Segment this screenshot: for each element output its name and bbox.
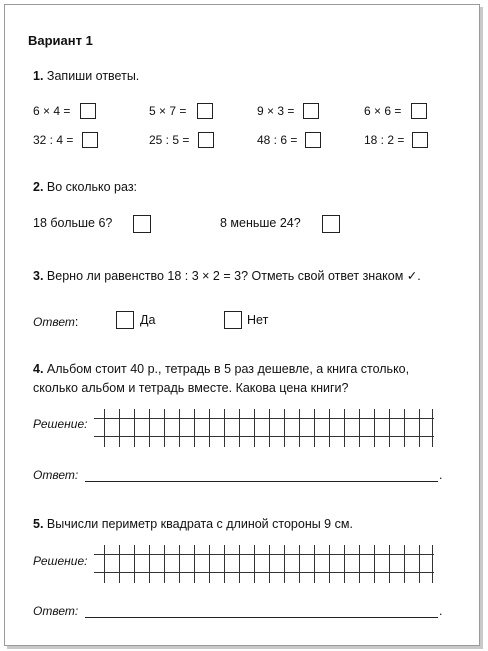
expr-48div6: 48 : 6 = xyxy=(257,133,298,147)
task-5-text: Вычисли периметр квадрата с длиной стороны 9 см. xyxy=(46,517,353,531)
answer-box-25div5[interactable] xyxy=(198,132,214,148)
task-4-answer-period: . xyxy=(439,468,443,482)
answer-box-18div2[interactable] xyxy=(412,132,428,148)
task-3-answer-colon: : xyxy=(74,315,79,329)
variant-title: Вариант 1 xyxy=(28,33,93,48)
checkbox-yes[interactable] xyxy=(116,311,134,329)
task-2-question-2: 8 меньше 24? xyxy=(220,216,301,230)
task-3-text: Верно ли равенство 18 : 3 × 2 = 3? Отметь свой ответ знаком ✓. xyxy=(46,269,421,283)
option-yes-label: Да xyxy=(140,313,156,327)
task-3-answer-label: Ответ xyxy=(33,315,75,329)
task-4-solution-grid[interactable] xyxy=(94,409,434,447)
task-2-text: Во сколько раз: xyxy=(46,180,138,194)
expr-6x4: 6 × 4 = xyxy=(33,104,71,118)
answer-box-6x4[interactable] xyxy=(80,103,96,119)
task-4-line-1 xyxy=(33,362,409,376)
task-5-answer-line[interactable] xyxy=(85,617,438,618)
task-5-heading xyxy=(33,517,353,531)
task-3-heading xyxy=(33,268,421,283)
expr-6x6: 6 × 6 = xyxy=(364,104,402,118)
option-no-label: Нет xyxy=(247,313,269,327)
task-5-solution-grid[interactable] xyxy=(94,545,434,583)
expr-5x7: 5 × 7 = xyxy=(149,104,187,118)
task-5-solution-label: Решение: xyxy=(33,554,88,568)
expr-18div2: 18 : 2 = xyxy=(364,133,405,147)
task-2-number: 2. xyxy=(33,180,44,194)
task-2-heading xyxy=(33,180,137,194)
answer-box-9x3[interactable] xyxy=(303,103,319,119)
answer-box-48div6[interactable] xyxy=(305,132,321,148)
answer-box-32div4[interactable] xyxy=(82,132,98,148)
task-3-number: 3. xyxy=(33,269,44,283)
task-3-answer-row xyxy=(33,313,78,331)
expr-9x3: 9 × 3 = xyxy=(257,104,295,118)
task-4-answer-label: Ответ: xyxy=(33,468,79,482)
task-2-question-1: 18 больше 6? xyxy=(33,216,113,230)
answer-box-task-2-q1[interactable] xyxy=(133,215,151,233)
task-1-number: 1. xyxy=(33,69,44,83)
answer-box-task-2-q2[interactable] xyxy=(322,215,340,233)
task-1-text: Запиши ответы. xyxy=(46,69,140,83)
task-4-text-2: сколько альбом и тетрадь вместе. Какова цена книги? xyxy=(33,381,349,395)
task-5-answer-period: . xyxy=(439,604,443,618)
task-4-number: 4. xyxy=(33,362,44,376)
expr-25div5: 25 : 5 = xyxy=(149,133,190,147)
answer-box-5x7[interactable] xyxy=(197,103,213,119)
answer-box-6x6[interactable] xyxy=(411,103,427,119)
task-4-text-1: Альбом стоит 40 р., тетрадь в 5 раз дешевле, а книга столько, xyxy=(46,362,410,376)
task-5-number: 5. xyxy=(33,517,44,531)
checkbox-no[interactable] xyxy=(224,311,242,329)
task-1-heading xyxy=(33,69,139,83)
expr-32div4: 32 : 4 = xyxy=(33,133,74,147)
task-4-answer-line[interactable] xyxy=(85,481,438,482)
task-5-answer-label: Ответ: xyxy=(33,604,79,618)
task-4-solution-label: Решение: xyxy=(33,417,88,431)
